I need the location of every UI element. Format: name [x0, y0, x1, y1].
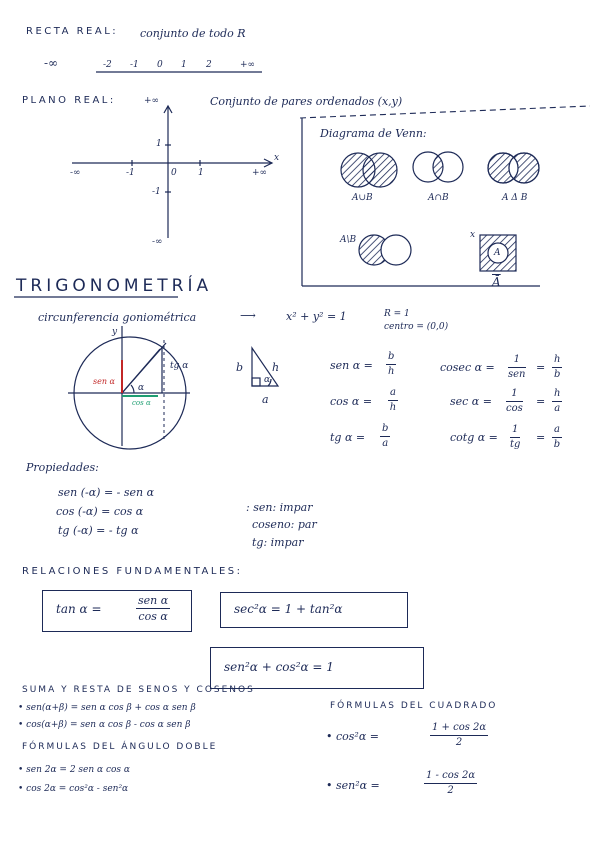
trigonometria-title: TRIGONOMETRÍA — [16, 276, 213, 296]
venn-union — [341, 153, 397, 187]
triangle-alpha: α — [264, 375, 271, 385]
property-note: : sen: impar — [246, 501, 313, 514]
tan-identity-fraction: sen α cos α — [138, 594, 169, 623]
venn-intersection — [413, 152, 463, 182]
sec-fraction-2: $\frac{h}{a}$ — [554, 388, 561, 414]
sec-eq: = — [536, 395, 546, 408]
cos-formula-lhs: cos α = — [330, 395, 373, 408]
venn-label-difference: A\B — [340, 235, 357, 245]
recta-real-description: conjunto de todo R — [140, 27, 246, 40]
cotg-fraction-2: $\frac{a}{b}$ — [553, 424, 561, 450]
property-note: tg: impar — [252, 536, 304, 549]
cosec-eq: = — [536, 361, 546, 374]
sum-formula-cos: • cos(α+β) = sen α cos β - cos α sen β — [18, 720, 191, 730]
sec-fraction-1: $\frac{1}{\cos}$ — [506, 388, 523, 414]
venn-difference — [359, 235, 411, 265]
real-line-tick: +∞ — [240, 60, 256, 70]
real-line-tick: -2 — [103, 60, 112, 70]
figure-cos-label: cos α — [132, 399, 151, 407]
venn-symmetric-difference — [488, 153, 539, 183]
propiedades-title: Propiedades: — [26, 461, 99, 474]
radius-value: R = 1 — [384, 309, 410, 319]
triangle-h: h — [272, 361, 280, 374]
double-angle-sen: • sen 2α = 2 sen α cos α — [18, 765, 130, 775]
pythagorean-identity: sen²α + cos²α = 1 — [224, 660, 334, 674]
double-angle-cos: • cos 2α = cos²α - sen²α — [18, 784, 129, 794]
venn-complement-x: x — [470, 230, 476, 240]
cuadrado-title: FÓRMULAS DEL CUADRADO — [330, 701, 498, 711]
triangle-a: a — [262, 393, 269, 406]
venn-label-intersection: A∩B — [428, 193, 449, 203]
x-axis-tick: +∞ — [252, 168, 268, 178]
sec-identity: sec²α = 1 + tan²α — [234, 602, 343, 616]
venn-title: Diagrama de Venn: — [320, 127, 427, 140]
x-axis-label: x — [274, 153, 280, 163]
tg-formula-fraction: $\frac{b}{a}$ — [382, 423, 389, 449]
property-line: sen (-α) = - sen α — [58, 486, 155, 499]
cosec-formula-lhs: cosec α = — [440, 361, 495, 374]
y-axis-tick: -∞ — [152, 237, 163, 247]
circle-equation: x² + y² = 1 — [286, 310, 347, 323]
circunferencia-label: circunferencia goniométrica — [38, 311, 197, 324]
y-axis-tick: -1 — [152, 187, 161, 197]
sen-square-lhs: • sen²α = — [326, 779, 380, 792]
sum-formula-sen: • sen(α+β) = sen α cos β + cos α sen β — [18, 703, 196, 713]
unit-circle-figure — [68, 326, 190, 449]
y-axis-tick: 1 — [156, 139, 162, 149]
tg-formula-lhs: tg α = — [330, 431, 366, 444]
relaciones-title: RELACIONES FUNDAMENTALES: — [22, 566, 243, 577]
cos-square-fraction: $\frac{1 + \cos 2\alpha}{2}$ — [432, 722, 487, 748]
sen-square-fraction: $\frac{1 - \cos 2\alpha}{2}$ — [426, 770, 476, 796]
property-line: cos (-α) = cos α — [56, 505, 144, 518]
figure-tg-label: tg α — [170, 361, 189, 371]
sen-formula-lhs: sen α = — [330, 359, 373, 372]
tan-identity-lhs: tan α = — [56, 602, 102, 616]
sen-formula-fraction: $\frac{b}{h}$ — [387, 351, 395, 377]
angulo-doble-title: FÓRMULAS DEL ÁNGULO DOBLE — [22, 742, 218, 752]
figure-y-label: y — [112, 327, 118, 337]
x-axis-tick: 1 — [198, 168, 204, 178]
x-axis-tick: -∞ — [70, 168, 81, 178]
recta-real-title: RECTA REAL: — [26, 26, 119, 37]
x-axis-tick: 0 — [171, 168, 177, 178]
figure-alpha-label: α — [138, 383, 145, 393]
arrow-glyph: ⟶ — [240, 309, 256, 322]
y-axis-top-label: +∞ — [144, 96, 160, 106]
venn-label-union: A∪B — [352, 193, 373, 203]
cosec-fraction-2: $\frac{h}{b}$ — [554, 354, 561, 380]
real-line-tick: -1 — [130, 60, 139, 70]
sec-formula-lhs: sec α = — [450, 395, 492, 408]
real-line-tick: 1 — [181, 60, 187, 70]
suma-resta-title: SUMA Y RESTA DE SENOS Y COSENOS — [22, 685, 255, 695]
real-line-tick: 2 — [206, 60, 212, 70]
cos-square-lhs: • cos²α = — [326, 730, 379, 743]
triangle-b: b — [236, 361, 244, 374]
real-line-tick: -∞ — [44, 56, 59, 70]
plano-real-title: PLANO REAL: — [22, 95, 116, 106]
venn-complement-inner: A — [494, 248, 501, 258]
cosec-fraction-1: 1 sen — [508, 354, 526, 380]
property-line: tg (-α) = - tg α — [58, 524, 139, 537]
x-axis-tick: -1 — [126, 168, 135, 178]
cotg-eq: = — [536, 431, 546, 444]
cotg-formula-lhs: cotg α = — [450, 431, 498, 444]
venn-label-symdiff: A Δ B — [502, 193, 528, 203]
figure-sen-label: sen α — [93, 377, 115, 386]
real-line-tick: 0 — [157, 60, 163, 70]
cos-formula-fraction: $\frac{a}{h}$ — [389, 387, 397, 413]
cotg-fraction-1: $\frac{1}{tg}$ — [510, 424, 521, 450]
center-value: centro = (0,0) — [384, 322, 449, 332]
venn-label-complement: $\overline{Ā}$ — [492, 275, 501, 289]
plano-real-description: Conjunto de pares ordenados (x,y) — [210, 95, 403, 108]
property-note: coseno: par — [252, 518, 317, 531]
